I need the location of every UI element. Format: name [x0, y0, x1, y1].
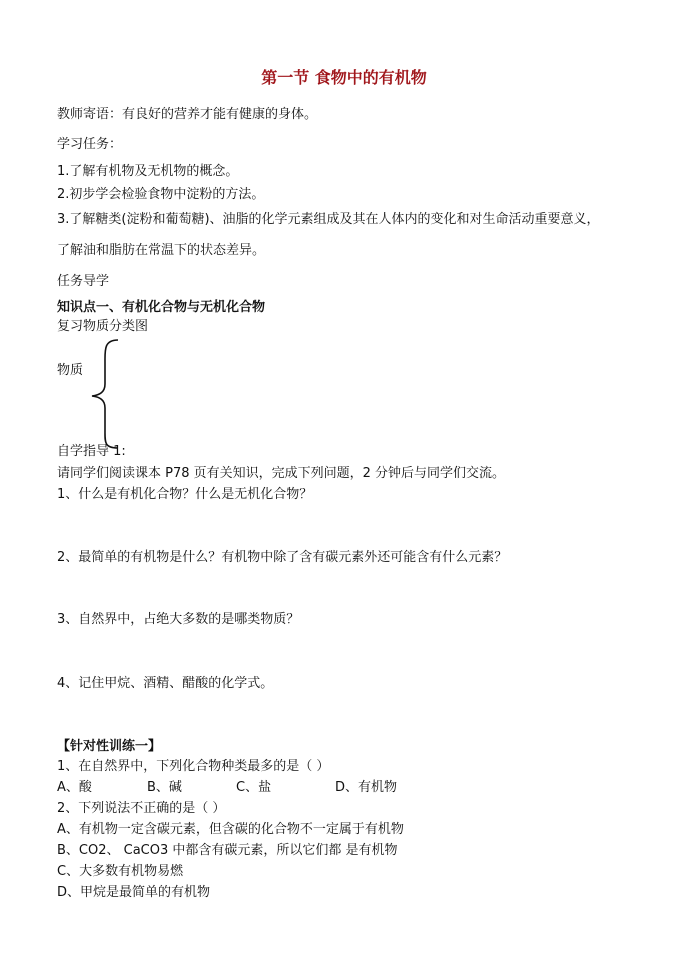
teacher-motto: 教师寄语：有良好的营养才能有健康的身体。	[57, 107, 318, 122]
practice-question: 2、下列说法不正确的是（ ）	[57, 801, 226, 816]
task-item: 3.了解糖类(淀粉和葡萄糖)、油脂的化学元素组成及其在人体内的变化和对生命活动重要意义，	[57, 212, 600, 227]
guide-heading: 任务导学	[57, 274, 110, 289]
option-d: D、甲烷是最简单的有机物	[57, 885, 211, 900]
option-a: A、酸	[57, 780, 92, 795]
task-item: 1.了解有机物及无机物的概念。	[57, 164, 239, 179]
question-item: 3、自然界中，占绝大多数的是哪类物质？	[57, 612, 300, 627]
knowledge-heading: 知识点一、有机化合物与无机化合物	[57, 300, 266, 315]
diagram-label: 物质	[57, 363, 84, 378]
self-study-instruction: 请同学们阅读课本 P78 页有关知识，完成下列问题，2 分钟后与同学们交流。	[57, 466, 506, 481]
option-c: C、盐	[236, 780, 272, 795]
question-item: 1、什么是有机化合物？什么是无机化合物？	[57, 487, 313, 502]
question-item: 4、记住甲烷、酒精、醋酸的化学式。	[57, 676, 274, 691]
review-label: 复习物质分类图	[57, 319, 149, 334]
classification-brace-icon	[88, 338, 124, 450]
option-c: C、大多数有机物易燃	[57, 864, 184, 879]
task-item-continued: 了解油和脂肪在常温下的状态差异。	[57, 243, 266, 258]
option-a: A、有机物一定含碳元素，但含碳的化合物不一定属于有机物	[57, 822, 404, 837]
question-item: 2、最简单的有机物是什么？有机物中除了含有碳元素外还可能含有什么元素？	[57, 550, 508, 565]
task-item: 2.初步学会检验食物中淀粉的方法。	[57, 187, 265, 202]
practice-question: 1、在自然界中，下列化合物种类最多的是（ ）	[57, 759, 330, 774]
task-heading: 学习任务：	[57, 137, 123, 152]
option-b: B、CO2、 CaCO3 中都含有碳元素，所以它们都 是有机物	[57, 843, 398, 858]
option-b: B、碱	[147, 780, 182, 795]
page-title: 第一节 食物中的有机物	[261, 68, 427, 87]
self-study-heading: 自学指导 1:	[57, 444, 126, 459]
practice-heading: 【针对性训练一】	[57, 739, 162, 754]
option-d: D、有机物	[335, 780, 398, 795]
